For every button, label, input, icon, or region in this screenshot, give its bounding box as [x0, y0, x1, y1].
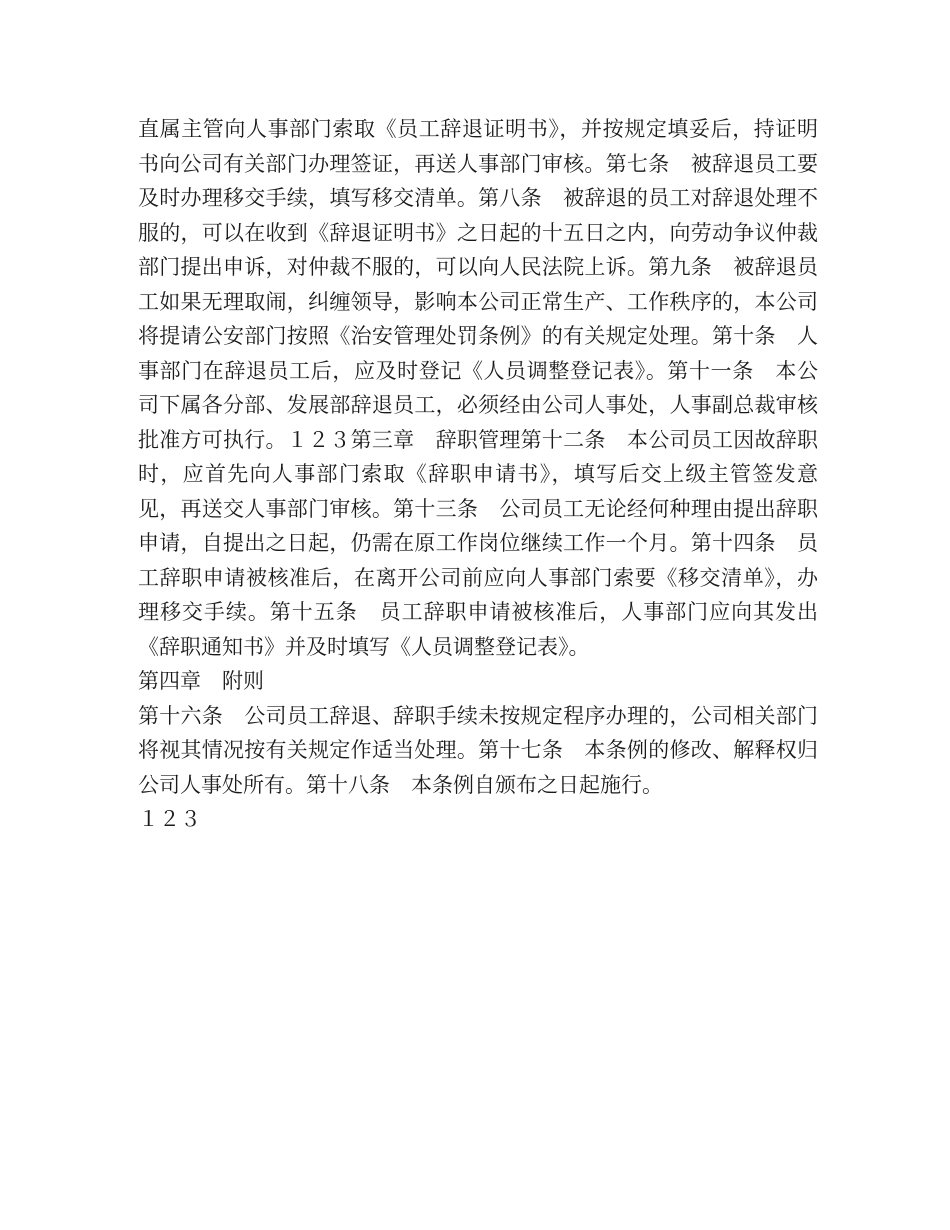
paragraph-chapter-two-three: 直属主管向人事部门索取《员工辞退证明书》，并按规定填妥后，持证明书向公司有关部门办理签证，再送人事部门审核。第七条 被辞退员工要及时办理移交手续，填写移交清单。第八条 被辞退的员工对辞退处理不服的，可以在收到《辞退证明书》之日起的十五日之内，向劳动争议仲裁部门提出申诉，对仲裁不服的，可以向人民法院上诉。第九条 被辞退员工如果无理取闹，纠缠领导，影响本公司正常生产、工作秩序的，本公司将提请公安部门按照《治安管理处罚条例》的有关规定处理。第十条 人事部门在辞退员工后，应及时登记《人员调整登记表》。第十一条 本公司下属各分部、发展部辞退员工，必须经由公司人事处，人事副总裁审核批准方可执行。１２３第三章 辞职管理第十二条 本公司员工因故辞职时，应首先向人事部门索取《辞职申请书》，填写后交上级主管签发意见，再送交人事部门审核。第十三条 公司员工无论经何种理由提出辞职申请，自提出之日起，仍需在原工作岗位继续工作一个月。第十四条 员工辞职申请被核准后，在离开公司前应向人事部门索要《移交清单》，办理移交手续。第十五条 员工辞职申请被核准后，人事部门应向其发出《辞职通知书》并及时填写《人员调整登记表》。 — [138, 117, 818, 659]
paragraph-appendix: 第十六条 公司员工辞退、辞职手续未按规定程序办理的，公司相关部门将视其情况按有关规定作适当处理。第十七条 本条例的修改、解释权归公司人事处所有。第十八条 本条例自颁布之日起施行。 — [138, 703, 818, 797]
chapter-four-heading: 第四章 附则 — [138, 669, 264, 693]
page-number-footer: １２３ — [138, 807, 201, 831]
document-body — [138, 112, 818, 837]
